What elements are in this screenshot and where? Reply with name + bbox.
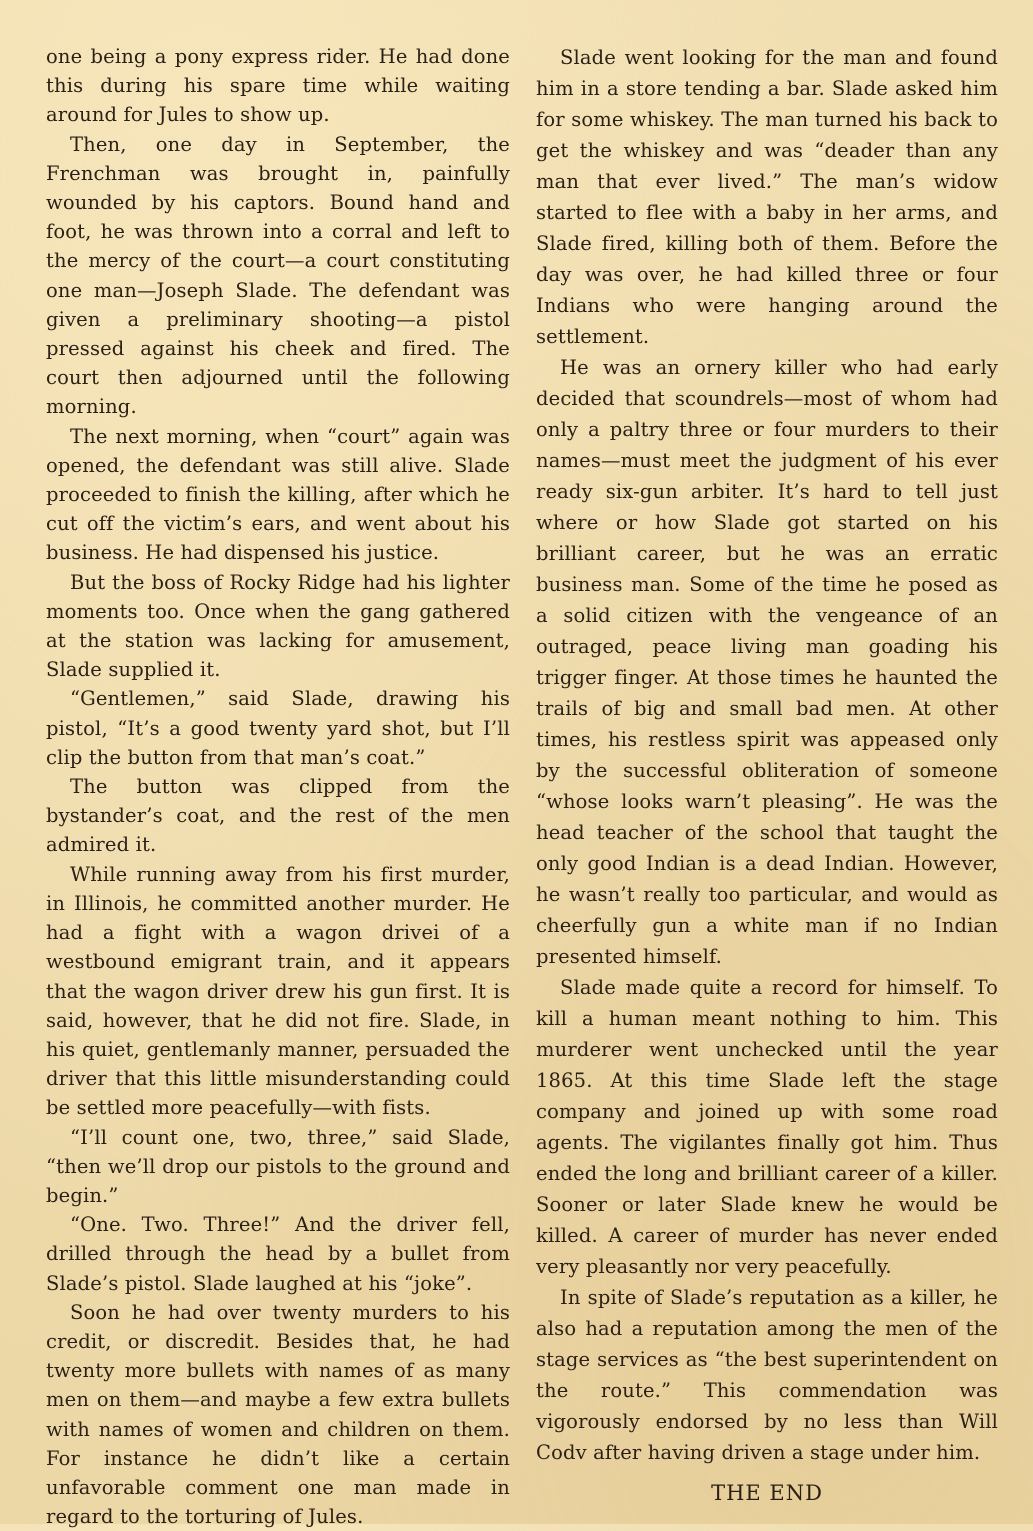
paragraph: one being a pony express rider. He had done this during his spare time while waiting around for Jules to show up. xyxy=(46,45,510,127)
paragraph: While running away from his first murder, in Illinois, he committed another murder. He had a fight with a wagon drivei of a westbound emigrant train, and it appears that the wagon driver drew his gun first. It is said, however, that he did not fire. Slade, in his quiet, gentlemanly manner, persuaded the driver that this little misunderstanding could be settled more peacefully—with fists. xyxy=(46,862,510,1120)
paragraph: “Gentlemen,” said Slade, drawing his pistol, “It’s a good twenty yard shot, but I’ll clip the button from that man’s coat.” xyxy=(46,687,510,769)
right-column xyxy=(536,42,998,1509)
paragraph: The button was clipped from the bystander’s coat, and the rest of the men admired it. xyxy=(46,775,510,857)
paragraph: Then, one day in September, the Frenchman was brought in, painfully wounded by his captors. Bound hand and foot, he was thrown into a corral and left to the mercy of the court—a court constituting one man—Joseph Slade. The defendant was given a preliminary shooting—a pistol pressed against his cheek and fired. The court then adjourned until the following morning. xyxy=(46,132,510,419)
the-end-label: THE END xyxy=(711,1481,823,1505)
paragraph: Slade made quite a record for himself. To kill a human meant nothing to him. This murderer went unchecked until the year 1865. At this time Slade left the stage company and joined up with some road agents. The vigilantes finally got him. Thus ended the long and brilliant career of a killer. Sooner or later Slade knew he would be killed. A career of murder has never ended very pleasantly nor very peacefully. xyxy=(536,976,998,1278)
paragraph: Slade went looking for the man and found him in a store tending a bar. Slade asked him for some whiskey. The man turned his back to get the whiskey and was “deader than any man that ever lived.” The man’s widow started to flee with a baby in her arms, and Slade fired, killing both of them. Before the day was over, he had killed three or four Indians who were hanging around the settlement. xyxy=(536,46,998,348)
left-column xyxy=(46,42,510,1531)
paragraph: “I’ll count one, two, three,” said Slade, “then we’ll drop our pistols to the ground and begin.” xyxy=(46,1125,510,1207)
paragraph: He was an ornery killer who had early decided that scoundrels—most of whom had only a paltry three or four murders to their names—must meet the judgment of his ever ready six-gun arbiter. It’s hard to tell just where or how Slade got started on his brilliant career, but he was an erratic business man. Some of the time he posed as a solid citizen with the vengeance of an outraged, peace living man goading his trigger finger. At those times he haunted the trails of big and small bad men. At other times, his restless spirit was appeased only by the successful obliteration of someone “whose looks warn’t pleasing”. He was the head teacher of the school that taught the only good Indian is a dead Indian. However, he wasn’t really too particular, and would as cheerfully gun a white man if no Indian presented himself. xyxy=(536,356,998,968)
paragraph: In spite of Slade’s reputation as a killer, he also had a reputation among the men of the stage services as “the best superintendent on the route.” This commendation was vigorously endorsed by no less than Will Codv after having driven a stage under him. xyxy=(536,1286,998,1464)
paragraph: “One. Two. Three!” And the driver fell, drilled through the head by a bullet from Slade’s pistol. Slade laughed at his “joke”. xyxy=(46,1213,510,1295)
paragraph: Soon he had over twenty murders to his credit, or discredit. Besides that, he had twenty more bullets with names of as many men on them—and maybe a few extra bullets with names of women and children on them. For instance he didn’t like a certain unfavorable comment one man made in regard to the torturing of Jules. xyxy=(46,1300,510,1529)
paragraph: The next morning, when “court” again was opened, the defendant was still alive. Slade proceeded to finish the killing, after which he cut off the victim’s ears, and went about his business. He had dispensed his justice. xyxy=(46,424,510,565)
paragraph: But the boss of Rocky Ridge had his lighter moments too. Once when the gang gathered at the station was lacking for amusement, Slade supplied it. xyxy=(46,570,510,682)
